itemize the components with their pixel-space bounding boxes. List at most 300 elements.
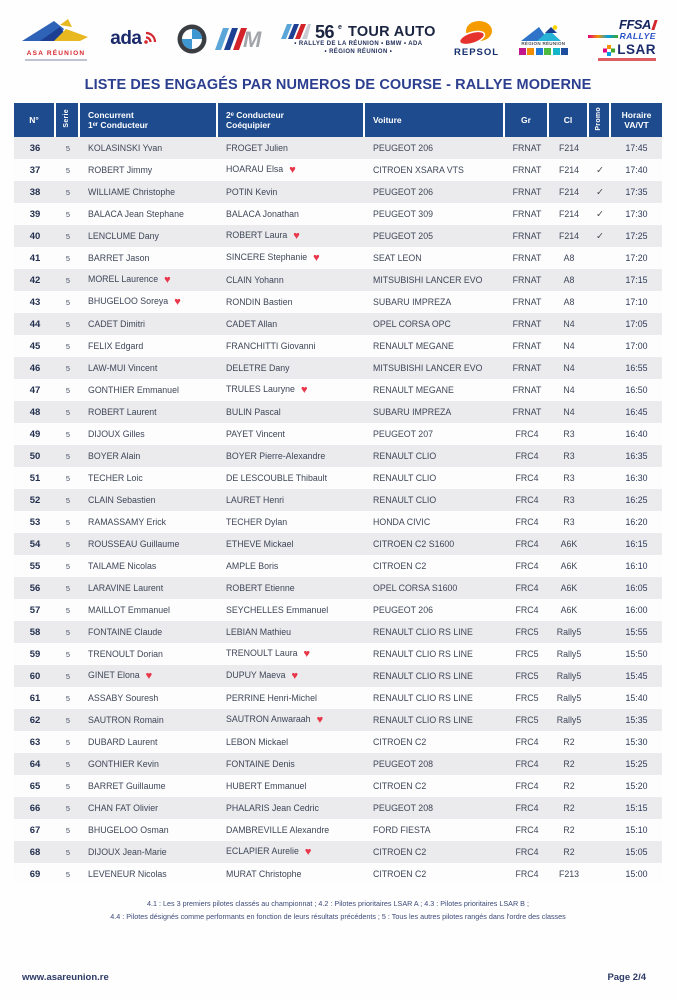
table-row bbox=[14, 335, 662, 357]
codriver-name: SINCERE Stephanie bbox=[226, 252, 308, 262]
cell-group: FRC4 bbox=[505, 445, 549, 467]
cell-driver bbox=[80, 775, 218, 797]
cell-car: RENAULT CLIO bbox=[365, 445, 505, 467]
table-row bbox=[14, 819, 662, 841]
cell-class: F214 bbox=[549, 225, 589, 247]
cell-promo bbox=[589, 555, 611, 577]
table-row bbox=[14, 423, 662, 445]
tour-auto-subline-2: • RÉGION RÉUNION • bbox=[324, 48, 393, 55]
cell-driver bbox=[80, 863, 218, 885]
cell-codriver bbox=[218, 819, 365, 841]
cell-time: 17:00 bbox=[611, 335, 662, 357]
repsol-label: REPSOL bbox=[454, 47, 500, 58]
cell-car: RENAULT CLIO RS LINE bbox=[365, 687, 505, 709]
codriver-name: TRENOULT Laura bbox=[226, 648, 298, 658]
col-header-serie: Serie bbox=[56, 103, 80, 137]
cell-group: FRC4 bbox=[505, 753, 549, 775]
cell-serie: 5 bbox=[56, 423, 80, 445]
cell-car: CITROEN C2 bbox=[365, 841, 505, 863]
table-row bbox=[14, 357, 662, 379]
cell-car-number: 69 bbox=[14, 863, 56, 885]
cell-car: MITSUBISHI LANCER EVO bbox=[365, 269, 505, 291]
cell-class: A6K bbox=[549, 533, 589, 555]
cell-time: 17:10 bbox=[611, 291, 662, 313]
cell-time: 16:30 bbox=[611, 467, 662, 489]
cell-driver bbox=[80, 709, 218, 731]
cell-codriver bbox=[218, 489, 365, 511]
cell-car: PEUGEOT 206 bbox=[365, 599, 505, 621]
table-row bbox=[14, 489, 662, 511]
cell-car-number: 65 bbox=[14, 775, 56, 797]
cell-driver bbox=[80, 203, 218, 225]
cell-driver bbox=[80, 511, 218, 533]
heart-icon: ♥ bbox=[313, 252, 320, 264]
codriver-name: PHALARIS Jean Cedric bbox=[226, 803, 319, 813]
cell-driver bbox=[80, 401, 218, 423]
cell-promo bbox=[589, 643, 611, 665]
cell-promo bbox=[589, 357, 611, 379]
cell-promo bbox=[589, 291, 611, 313]
cell-car: RENAULT CLIO RS LINE bbox=[365, 665, 505, 687]
table-row bbox=[14, 467, 662, 489]
cell-codriver bbox=[218, 753, 365, 775]
cell-serie: 5 bbox=[56, 401, 80, 423]
promo-check-icon: ✓ bbox=[596, 164, 604, 176]
table-row bbox=[14, 599, 662, 621]
region-reunion-logo bbox=[517, 24, 569, 55]
cell-class: R3 bbox=[549, 511, 589, 533]
table-row bbox=[14, 555, 662, 577]
cell-class: N4 bbox=[549, 357, 589, 379]
driver-name: SAUTRON Romain bbox=[88, 715, 164, 725]
cell-group: FRC4 bbox=[505, 863, 549, 885]
codriver-name: BOYER Pierre-Alexandre bbox=[226, 451, 326, 461]
cell-car-number: 51 bbox=[14, 467, 56, 489]
table-row bbox=[14, 753, 662, 775]
lsar-subtext-bar bbox=[598, 58, 656, 61]
cell-time: 16:55 bbox=[611, 357, 662, 379]
cell-car-number: 52 bbox=[14, 489, 56, 511]
cell-serie: 5 bbox=[56, 665, 80, 687]
region-color-squares bbox=[519, 48, 569, 55]
m-stripes-icon bbox=[281, 24, 311, 39]
cell-time: 15:30 bbox=[611, 731, 662, 753]
codriver-name: SEYCHELLES Emmanuel bbox=[226, 605, 329, 615]
cell-group: FRNAT bbox=[505, 313, 549, 335]
cell-car-number: 56 bbox=[14, 577, 56, 599]
website-url: www.asareunion.re bbox=[22, 972, 109, 983]
driver-name: GONTHIER Emmanuel bbox=[88, 385, 179, 395]
asa-reunion-logo bbox=[20, 17, 92, 61]
cell-promo bbox=[589, 599, 611, 621]
cell-car-number: 68 bbox=[14, 841, 56, 863]
table-row bbox=[14, 247, 662, 269]
cell-time: 15:05 bbox=[611, 841, 662, 863]
cell-group: FRNAT bbox=[505, 203, 549, 225]
table-row bbox=[14, 203, 662, 225]
table-row bbox=[14, 775, 662, 797]
col-header-promo: Promo bbox=[589, 103, 611, 137]
cell-driver bbox=[80, 753, 218, 775]
driver-name: BALACA Jean Stephane bbox=[88, 209, 184, 219]
table-body bbox=[14, 137, 662, 885]
table-row bbox=[14, 137, 662, 159]
cell-group: FRNAT bbox=[505, 335, 549, 357]
cell-class: Rally5 bbox=[549, 643, 589, 665]
cell-driver bbox=[80, 621, 218, 643]
cell-serie: 5 bbox=[56, 819, 80, 841]
driver-name: TAILAME Nicolas bbox=[88, 561, 157, 571]
cell-driver bbox=[80, 687, 218, 709]
cell-car-number: 36 bbox=[14, 137, 56, 159]
codriver-name: RONDIN Bastien bbox=[226, 297, 293, 307]
driver-name: LENCLUME Dany bbox=[88, 231, 159, 241]
ffsa-rallye-logo bbox=[619, 17, 656, 32]
cell-codriver bbox=[218, 423, 365, 445]
cell-car-number: 57 bbox=[14, 599, 56, 621]
cell-codriver bbox=[218, 313, 365, 335]
asa-subtext-bar bbox=[25, 59, 87, 61]
codriver-name: HOARAU Elsa bbox=[226, 164, 284, 174]
cell-codriver bbox=[218, 731, 365, 753]
cell-serie: 5 bbox=[56, 709, 80, 731]
cell-car: PEUGEOT 208 bbox=[365, 797, 505, 819]
cell-driver bbox=[80, 181, 218, 203]
driver-name: CHAN FAT Olivier bbox=[88, 803, 159, 813]
col-header-number: N° bbox=[14, 103, 56, 137]
table-row bbox=[14, 445, 662, 467]
cell-group: FRC4 bbox=[505, 731, 549, 753]
driver-name: CLAIN Sebastien bbox=[88, 495, 156, 505]
promo-check-icon: ✓ bbox=[596, 230, 604, 242]
cell-group: FRC4 bbox=[505, 555, 549, 577]
cell-promo bbox=[589, 665, 611, 687]
cell-car-number: 58 bbox=[14, 621, 56, 643]
cell-codriver bbox=[218, 621, 365, 643]
cell-codriver bbox=[218, 467, 365, 489]
driver-name: ROUSSEAU Guillaume bbox=[88, 539, 180, 549]
cell-time: 16:15 bbox=[611, 533, 662, 555]
cell-car-number: 54 bbox=[14, 533, 56, 555]
cell-class: R2 bbox=[549, 731, 589, 753]
cell-time: 15:50 bbox=[611, 643, 662, 665]
table-row bbox=[14, 225, 662, 247]
table-row bbox=[14, 731, 662, 753]
heart-icon: ♥ bbox=[300, 384, 308, 396]
cell-group: FRC5 bbox=[505, 643, 549, 665]
bmw-roundel-icon bbox=[177, 24, 207, 54]
footnotes bbox=[0, 898, 676, 923]
cell-class: F214 bbox=[549, 137, 589, 159]
cell-driver bbox=[80, 445, 218, 467]
cell-codriver bbox=[218, 555, 365, 577]
heart-icon: ♥ bbox=[293, 230, 300, 242]
driver-name: GINET Elona bbox=[88, 670, 140, 680]
table-row bbox=[14, 511, 662, 533]
table-row bbox=[14, 863, 662, 885]
cell-driver bbox=[80, 577, 218, 599]
cell-codriver bbox=[218, 445, 365, 467]
cell-car: RENAULT MEGANE bbox=[365, 335, 505, 357]
cell-car-number: 67 bbox=[14, 819, 56, 841]
heart-icon: ♥ bbox=[164, 274, 171, 286]
cell-promo bbox=[589, 467, 611, 489]
cell-group: FRC5 bbox=[505, 665, 549, 687]
codriver-name: BULIN Pascal bbox=[226, 407, 281, 417]
repsol-emblem-icon bbox=[455, 20, 499, 46]
cell-group: FRC4 bbox=[505, 841, 549, 863]
cell-class: R3 bbox=[549, 489, 589, 511]
cell-group: FRC4 bbox=[505, 467, 549, 489]
footnote-2: 4.4 : Pilotes désignés comme performants en fonction de leurs résultats précédents ; 5 : Tous les autres pilotes rangés dans l'ordre des classes bbox=[110, 911, 566, 921]
codriver-name: MURAT Christophe bbox=[226, 869, 302, 879]
cell-car-number: 49 bbox=[14, 423, 56, 445]
cell-serie: 5 bbox=[56, 379, 80, 401]
codriver-name: PERRINE Henri-Michel bbox=[226, 693, 317, 703]
cell-car-number: 39 bbox=[14, 203, 56, 225]
table-row bbox=[14, 291, 662, 313]
cell-serie: 5 bbox=[56, 313, 80, 335]
cell-group: FRNAT bbox=[505, 247, 549, 269]
cell-driver bbox=[80, 313, 218, 335]
driver-name: ASSABY Souresh bbox=[88, 693, 159, 703]
col-header-group: Gr bbox=[505, 103, 549, 137]
cell-time: 15:45 bbox=[611, 665, 662, 687]
cell-driver bbox=[80, 599, 218, 621]
bmw-m-logos bbox=[177, 24, 263, 54]
cell-serie: 5 bbox=[56, 291, 80, 313]
table-row bbox=[14, 159, 662, 181]
cell-class: R3 bbox=[549, 445, 589, 467]
cell-group: FRC4 bbox=[505, 775, 549, 797]
cell-group: FRC5 bbox=[505, 709, 549, 731]
cell-car: CITROEN XSARA VTS bbox=[365, 159, 505, 181]
cell-codriver bbox=[218, 775, 365, 797]
cell-time: 16:00 bbox=[611, 599, 662, 621]
cell-car: HONDA CIVIC bbox=[365, 511, 505, 533]
cell-group: FRC4 bbox=[505, 577, 549, 599]
cell-car: OPEL CORSA S1600 bbox=[365, 577, 505, 599]
ada-label: ada bbox=[110, 28, 142, 49]
codriver-name: LAURET Henri bbox=[226, 495, 285, 505]
cell-class: Rally5 bbox=[549, 665, 589, 687]
asa-reunion-label: ASA RÉUNION bbox=[26, 50, 86, 57]
cell-class: R2 bbox=[549, 819, 589, 841]
cell-car: PEUGEOT 309 bbox=[365, 203, 505, 225]
cell-promo bbox=[589, 445, 611, 467]
heart-icon: ♥ bbox=[145, 670, 153, 682]
cell-driver bbox=[80, 159, 218, 181]
cell-serie: 5 bbox=[56, 269, 80, 291]
table-row bbox=[14, 797, 662, 819]
cell-serie: 5 bbox=[56, 775, 80, 797]
cell-group: FRC5 bbox=[505, 621, 549, 643]
cell-driver bbox=[80, 423, 218, 445]
codriver-name: DE LESCOUBLE Thibault bbox=[226, 473, 328, 483]
cell-promo bbox=[589, 797, 611, 819]
cell-codriver bbox=[218, 577, 365, 599]
codriver-name: SAUTRON Anwaraah bbox=[226, 714, 311, 724]
cell-time: 17:05 bbox=[611, 313, 662, 335]
driver-name: FELIX Edgard bbox=[88, 341, 144, 351]
cell-time: 16:50 bbox=[611, 379, 662, 401]
cell-time: 16:05 bbox=[611, 577, 662, 599]
driver-name: BARRET Guillaume bbox=[88, 781, 166, 791]
cell-car: CITROEN C2 bbox=[365, 555, 505, 577]
cell-class: F214 bbox=[549, 203, 589, 225]
ffsa-rallye-subrow bbox=[588, 31, 656, 41]
cell-car-number: 55 bbox=[14, 555, 56, 577]
codriver-name: DAMBREVILLE Alexandre bbox=[226, 825, 330, 835]
cell-car: PEUGEOT 206 bbox=[365, 181, 505, 203]
cell-driver bbox=[80, 533, 218, 555]
cell-time: 15:35 bbox=[611, 709, 662, 731]
cell-serie: 5 bbox=[56, 687, 80, 709]
tour-auto-title-row bbox=[281, 21, 436, 42]
heart-icon: ♥ bbox=[316, 714, 324, 726]
cell-time: 17:15 bbox=[611, 269, 662, 291]
signal-waves-icon bbox=[143, 29, 159, 45]
cell-codriver bbox=[218, 797, 365, 819]
cell-serie: 5 bbox=[56, 467, 80, 489]
cell-car: CITROEN C2 bbox=[365, 731, 505, 753]
driver-name: MAILLOT Emmanuel bbox=[88, 605, 170, 615]
codriver-name: ECLAPIER Aurelie bbox=[226, 846, 299, 856]
table-row bbox=[14, 577, 662, 599]
cell-promo bbox=[589, 269, 611, 291]
cell-car-number: 44 bbox=[14, 313, 56, 335]
cell-codriver bbox=[218, 335, 365, 357]
cell-time: 15:40 bbox=[611, 687, 662, 709]
codriver-name: CADET Allan bbox=[226, 319, 278, 329]
cell-group: FRC4 bbox=[505, 511, 549, 533]
cell-time: 16:35 bbox=[611, 445, 662, 467]
cell-class: F214 bbox=[549, 159, 589, 181]
cell-group: FRNAT bbox=[505, 225, 549, 247]
cell-car-number: 48 bbox=[14, 401, 56, 423]
cell-car: RENAULT MEGANE bbox=[365, 379, 505, 401]
tour-auto-subline-1: • RALLYE DE LA RÉUNION • BMW • ADA bbox=[294, 41, 423, 47]
cell-driver bbox=[80, 489, 218, 511]
cell-car: RENAULT CLIO RS LINE bbox=[365, 643, 505, 665]
codriver-name: FONTAINE Denis bbox=[226, 759, 295, 769]
cell-codriver bbox=[218, 291, 365, 313]
cell-time: 15:20 bbox=[611, 775, 662, 797]
cell-car-number: 62 bbox=[14, 709, 56, 731]
cell-time: 17:25 bbox=[611, 225, 662, 247]
cell-time: 16:20 bbox=[611, 511, 662, 533]
cell-group: FRNAT bbox=[505, 159, 549, 181]
cell-time: 15:55 bbox=[611, 621, 662, 643]
cell-car: CITROEN C2 bbox=[365, 775, 505, 797]
cell-car-number: 61 bbox=[14, 687, 56, 709]
promo-check-icon: ✓ bbox=[596, 186, 604, 198]
cell-codriver bbox=[218, 181, 365, 203]
table-row bbox=[14, 379, 662, 401]
cell-class: R3 bbox=[549, 467, 589, 489]
cell-promo bbox=[589, 203, 611, 225]
driver-name: LEVENEUR Nicolas bbox=[88, 869, 167, 879]
cell-driver bbox=[80, 555, 218, 577]
cell-class: A8 bbox=[549, 247, 589, 269]
cell-car-number: 38 bbox=[14, 181, 56, 203]
cell-codriver bbox=[218, 269, 365, 291]
cell-group: FRNAT bbox=[505, 357, 549, 379]
cell-car-number: 66 bbox=[14, 797, 56, 819]
cell-group: FRC4 bbox=[505, 489, 549, 511]
cell-class: Rally5 bbox=[549, 709, 589, 731]
table-row bbox=[14, 643, 662, 665]
heart-icon: ♥ bbox=[289, 164, 296, 176]
driver-name: MOREL Laurence bbox=[88, 274, 159, 284]
table-row bbox=[14, 533, 662, 555]
cell-car-number: 50 bbox=[14, 445, 56, 467]
ada-logo bbox=[110, 28, 158, 49]
driver-name: DUBARD Laurent bbox=[88, 737, 158, 747]
cell-serie: 5 bbox=[56, 137, 80, 159]
col-header-car: Voiture bbox=[365, 103, 505, 137]
cell-car: RENAULT CLIO RS LINE bbox=[365, 621, 505, 643]
cell-time: 17:45 bbox=[611, 137, 662, 159]
cell-class: F213 bbox=[549, 863, 589, 885]
cell-codriver bbox=[218, 709, 365, 731]
cell-group: FRC4 bbox=[505, 423, 549, 445]
cell-promo bbox=[589, 511, 611, 533]
codriver-name: FROGET Julien bbox=[226, 143, 288, 153]
codriver-name: LEBON Mickael bbox=[226, 737, 289, 747]
cell-promo bbox=[589, 423, 611, 445]
cell-class: N4 bbox=[549, 313, 589, 335]
cell-driver bbox=[80, 379, 218, 401]
cell-car: RENAULT CLIO bbox=[365, 467, 505, 489]
table-row bbox=[14, 313, 662, 335]
driver-name: WILLIAME Christophe bbox=[88, 187, 176, 197]
cell-serie: 5 bbox=[56, 533, 80, 555]
cell-driver bbox=[80, 467, 218, 489]
driver-name: FONTAINE Claude bbox=[88, 627, 163, 637]
cell-driver bbox=[80, 137, 218, 159]
driver-name: BARRET Jason bbox=[88, 253, 150, 263]
cell-group: FRC4 bbox=[505, 533, 549, 555]
cell-driver bbox=[80, 357, 218, 379]
cell-car-number: 43 bbox=[14, 291, 56, 313]
ffsa-label: FFSA bbox=[619, 17, 651, 33]
heart-icon: ♥ bbox=[174, 296, 181, 308]
codriver-name: LEBIAN Mathieu bbox=[226, 627, 292, 637]
header-logos bbox=[0, 0, 676, 68]
driver-name: BHUGELOO Osman bbox=[88, 825, 169, 835]
cell-time: 17:35 bbox=[611, 181, 662, 203]
cell-promo bbox=[589, 841, 611, 863]
cell-driver bbox=[80, 225, 218, 247]
entry-table bbox=[14, 103, 662, 885]
codriver-name: AMPLE Boris bbox=[226, 561, 279, 571]
driver-name: RAMASSAMY Erick bbox=[88, 517, 167, 527]
cell-serie: 5 bbox=[56, 643, 80, 665]
table-row bbox=[14, 401, 662, 423]
table-row bbox=[14, 687, 662, 709]
heart-icon: ♥ bbox=[304, 846, 312, 858]
cell-group: FRNAT bbox=[505, 379, 549, 401]
table-row bbox=[14, 269, 662, 291]
cell-codriver bbox=[218, 379, 365, 401]
table-row bbox=[14, 181, 662, 203]
cell-time: 15:10 bbox=[611, 819, 662, 841]
cell-class: A6K bbox=[549, 599, 589, 621]
driver-name: TECHER Loic bbox=[88, 473, 143, 483]
cell-promo bbox=[589, 401, 611, 423]
cell-serie: 5 bbox=[56, 511, 80, 533]
